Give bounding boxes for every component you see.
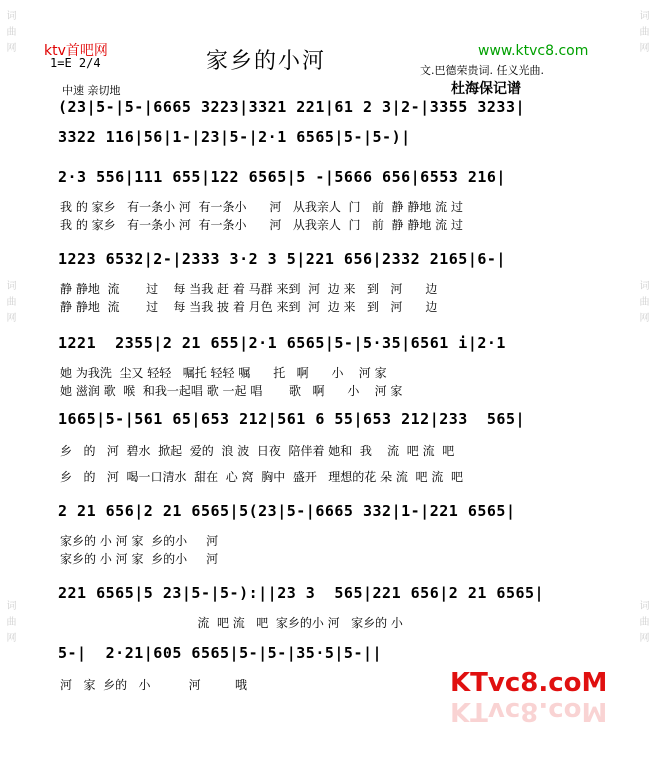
side-watermark-right <box>633 0 651 758</box>
side-char: 曲 <box>637 296 648 306</box>
side-watermark-left <box>0 0 18 758</box>
side-char: 曲 <box>637 26 648 36</box>
score-line-7: 2 21 656|2 21 6565|5(23|5-|6665 332|1-|221 6565| <box>58 502 516 520</box>
lyric-line: 她 滋润 歌 喉 和我一起唱 歌 一起 唱 歌 啊 小 河 家 <box>60 384 403 398</box>
lyric-line: 静 静地 流 过 每 当我 披 着 月色 来到 河 边 来 到 河 边 <box>60 300 438 314</box>
side-char: 词 <box>4 280 15 290</box>
side-char: 网 <box>4 42 15 52</box>
lyric-line: 家乡的 小 河 家 乡的小 河 <box>60 552 219 566</box>
score-line-1: (23|5-|5-|6665 3223|3321 221|61 2 3|2-|3355 3233| <box>58 98 526 116</box>
lyric-line: 我 的 家乡 有一条小 河 有一条小 河 从我亲人 门 前 静 静地 流 过 <box>60 200 463 214</box>
side-char: 曲 <box>4 296 15 306</box>
side-char: 词 <box>637 280 648 290</box>
side-char: 词 <box>637 10 648 20</box>
site-url: www.ktvc8.com <box>478 43 589 59</box>
lyric-line: 我 的 家乡 有一条小 河 有一条小 河 从我亲人 门 前 静 静地 流 过 <box>60 218 463 232</box>
ktvc8-logo-reflection: KTvc8.coM <box>450 696 608 726</box>
lyric-line: 乡 的 河 碧水 掀起 爱的 浪 波 日夜 陪伴着 她和 我 流 吧 流 吧 <box>60 444 455 458</box>
side-char: 词 <box>4 10 15 20</box>
side-char: 曲 <box>4 616 15 626</box>
side-char: 词 <box>637 600 648 610</box>
side-char: 网 <box>637 632 648 642</box>
side-char: 网 <box>637 312 648 322</box>
side-char: 网 <box>637 42 648 52</box>
score-line-8: 221 6565|5 23|5-|5-):||23 3 565|221 656|2 21 6565| <box>58 584 545 602</box>
ktvc8-logo: KTvc8.coM <box>450 668 608 698</box>
lyric-line: 家乡的 小 河 家 乡的小 河 <box>60 534 219 548</box>
side-char: 曲 <box>637 616 648 626</box>
tempo-marking: 中速 亲切地 <box>62 84 121 97</box>
site-watermark: ktv首吧网 <box>44 43 108 59</box>
score-line-4: 1223 6532|2-|2333 3·2 3 5|221 656|2332 2165|6-| <box>58 250 506 268</box>
side-char: 网 <box>4 312 15 322</box>
side-char: 网 <box>4 632 15 642</box>
lyric-line: 静 静地 流 过 每 当我 赶 着 马群 来到 河 边 来 到 河 边 <box>60 282 438 296</box>
score-line-5: 1221 2355|2 21 655|2·1 6565|5-|5·35|6561 i|2·1 <box>58 334 506 352</box>
lyric-line: 乡 的 河 喝一口清水 甜在 心 窝 胸中 盛开 理想的花 朵 流 吧 流 吧 <box>60 470 463 484</box>
score-line-2: 3322 116|56|1-|23|5-|2·1 6565|5-|5-)| <box>58 128 411 146</box>
key-signature: 1=E 2/4 <box>50 56 101 70</box>
lyric-line: 河 家 乡的 小 河 哦 <box>60 678 247 692</box>
credits: 文.巴德荣贵词. 任义光曲. <box>420 64 544 77</box>
score-line-6: 1665|5-|561 65|653 212|561 6 55|653 212|233 565| <box>58 410 526 428</box>
score-line-3: 2·3 556|111 655|122 6565|5 -|5666 656|6553 216| <box>58 168 506 186</box>
transcriber: 杜海保记谱 <box>451 81 521 97</box>
side-char: 曲 <box>4 26 15 36</box>
song-title: 家乡的小河 <box>206 49 327 74</box>
lyric-line: 流 吧 流 吧 家乡的小 河 家乡的 小 <box>60 616 403 630</box>
score-line-9: 5-| 2·21|605 6565|5-|5-|35·5|5-|| <box>58 644 383 662</box>
side-char: 词 <box>4 600 15 610</box>
lyric-line: 她 为我洗 尘又 轻轻 嘱托 轻轻 嘱 托 啊 小 河 家 <box>60 366 387 380</box>
